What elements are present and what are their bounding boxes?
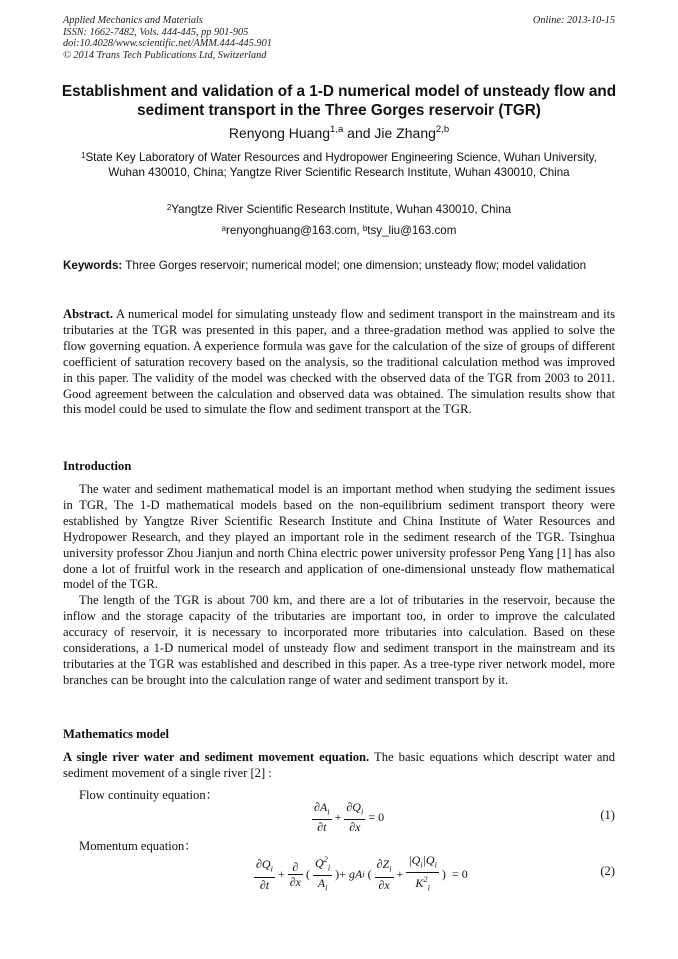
- affiliation-2: [63, 203, 615, 218]
- eq2-g-a: gA: [348, 866, 363, 881]
- affiliation-2-sup: 2: [166, 202, 172, 212]
- running-header: [63, 15, 615, 61]
- equation-2: $\frac{\partial Q_i}{\partial t}$ + $\frac{\partial}{\partial x}$ ( $\frac{Q^2_i}{A_i}$ )+ gAi ( $\frac{\partial Z_i}{\partial x}$ + $\frac{|Q_i|Q_i}{K^2_i}$ ) = 0: [254, 853, 471, 896]
- math-sub-text: The basic equations which descript water and sediment movement of a single river [2] :: [63, 750, 615, 780]
- abstract-label: Abstract.: [63, 307, 114, 321]
- affiliation-2-text: Yangtze River Scientific Research Institute, Wuhan 430010, China: [171, 203, 512, 216]
- author-line: [40, 124, 638, 142]
- author-2-sup: 2,b: [435, 124, 450, 136]
- affiliation-1: [63, 151, 615, 180]
- eq2-equals-zero: = 0: [451, 866, 468, 881]
- eq2-frac-dx: $\frac{\partial}{\partial x}$: [289, 859, 301, 889]
- momentum-label: Momentum equation：: [79, 839, 197, 853]
- keywords: [63, 259, 615, 274]
- equation-1-number: (1): [600, 808, 615, 822]
- math-subsection: [63, 750, 615, 782]
- eq1-frac-a: $\frac{\partial A_i}{\partial t}$: [314, 800, 330, 835]
- flow-continuity-label: Flow continuity equation：: [79, 788, 219, 802]
- math-heading: Mathematics model: [63, 727, 169, 741]
- equation-1: $\frac{\partial A_i}{\partial t}$ + $\frac{\partial Q_i}{\partial x}$ = 0: [312, 800, 387, 834]
- keywords-label: Keywords:: [63, 259, 123, 272]
- copyright-line: © 2014 Trans Tech Publications Ltd, Switzerland: [63, 49, 267, 61]
- author-conj: and: [343, 125, 375, 141]
- eq2-frac-qqk: $\frac{|Q_i|Q_i}{K^2_i}$: [408, 853, 437, 893]
- eq1-equals-zero: = 0: [368, 809, 385, 824]
- author-2: Jie Zhang: [374, 125, 436, 141]
- introduction-heading: Introduction: [63, 459, 132, 473]
- author-1: Renyong Huang: [228, 125, 331, 141]
- equation-2-number: (2): [600, 864, 615, 878]
- paper-title: Establishment and validation of a 1-D numerical model of unsteady flow and sediment transport in the Three Gorges reservoir (TGR): [61, 83, 617, 119]
- eq2-frac-zx: $\frac{\partial Z_i}{\partial x}$: [376, 857, 392, 892]
- email-line: [63, 224, 615, 239]
- email-2-sup: b: [362, 223, 368, 233]
- math-sub-heading: A single river water and sediment movement equation.: [63, 750, 370, 764]
- doi-line: doi:10.4028/www.scientific.net/AMM.444-445.901: [63, 38, 272, 50]
- intro-paragraph-1: The water and sediment mathematical model is an important method when studying the sediment issues in TGR, The 1-D mathematical models based on the non-equilibrium sediment transport theory were established by Yangtze River Scientific Research Institute and China Institute of Water Resources and Hydropower Research, and they played an important role in the sediment research of the TGR. Tsinghua university professor Zhou Jianjun and north China electric power university professor Peng Yang [1] has also done a lot of fruitful work in the research and application of one-dimensional unsteady flow mathematical model of the TGR.: [63, 482, 615, 592]
- email-1-sup: a: [221, 223, 227, 233]
- affiliation-1-text: State Key Laboratory of Water Resources and Hydropower Engineering Science, Wuhan University, Wuhan 430010, China; Yangtze River Scientific Research Institute, Wuhan 430010, China: [85, 151, 597, 179]
- eq2-frac-q2a: $\frac{Q^2_i}{A_i}$: [314, 855, 331, 893]
- issn-line: ISSN: 1662-7482, Vols. 444-445, pp 901-905: [63, 26, 249, 38]
- email-1[interactable]: renyonghuang@163.com,: [226, 224, 363, 237]
- keywords-text: Three Gorges reservoir; numerical model; one dimension; unsteady flow; model validation: [122, 259, 587, 272]
- introduction-body: [63, 482, 615, 689]
- eq1-frac-q: $\frac{\partial Q_i}{\partial x}$: [346, 800, 364, 835]
- intro-paragraph-2: The length of the TGR is about 700 km, and there are a lot of tributaries in the reservoir, because the inflow and the storage capacity of the tributaries are important too, in order to improve the calculated accuracy of reservoir, it is necessary to incorporated more tributaries into calculation. Based on these considerations, a 1-D numerical model of unsteady flow and sediment transport in the mainstream and its tributaries at the TGR was established and described in this paper. As a tree-type river network model, more branches can be brought into the calculation range of water and sediment transport by it.: [63, 593, 615, 687]
- abstract: [63, 307, 615, 418]
- journal-name: Applied Mechanics and Materials: [63, 15, 203, 26]
- abstract-text: A numerical model for simulating unsteady flow and sediment transport in the mainstream and its tributaries at the TGR was presented in this paper, and a three-gradation method was applied to solve the flow governing equation. A experience formula was gave for the calculation of the size of groups of different coefficient of saturation recovery based on the analysis, so the traditional calculation method was improved in this paper. The validity of the model was checked with the observed data of the TGR from 2003 to 2011. Good agreement between the calculation and observed data was obtained. The simulation results show that this model could be used to simulate the flow and sediment transport at the TGR.: [63, 307, 615, 417]
- eq2-frac-qt: $\frac{\partial Q_i}{\partial t}$: [256, 857, 273, 892]
- affiliation-1-sup: 1: [81, 150, 86, 160]
- online-date: Online: 2013-10-15: [532, 15, 615, 26]
- email-2[interactable]: tsy_liu@163.com: [367, 224, 457, 237]
- author-1-sup: 1,a: [330, 124, 344, 136]
